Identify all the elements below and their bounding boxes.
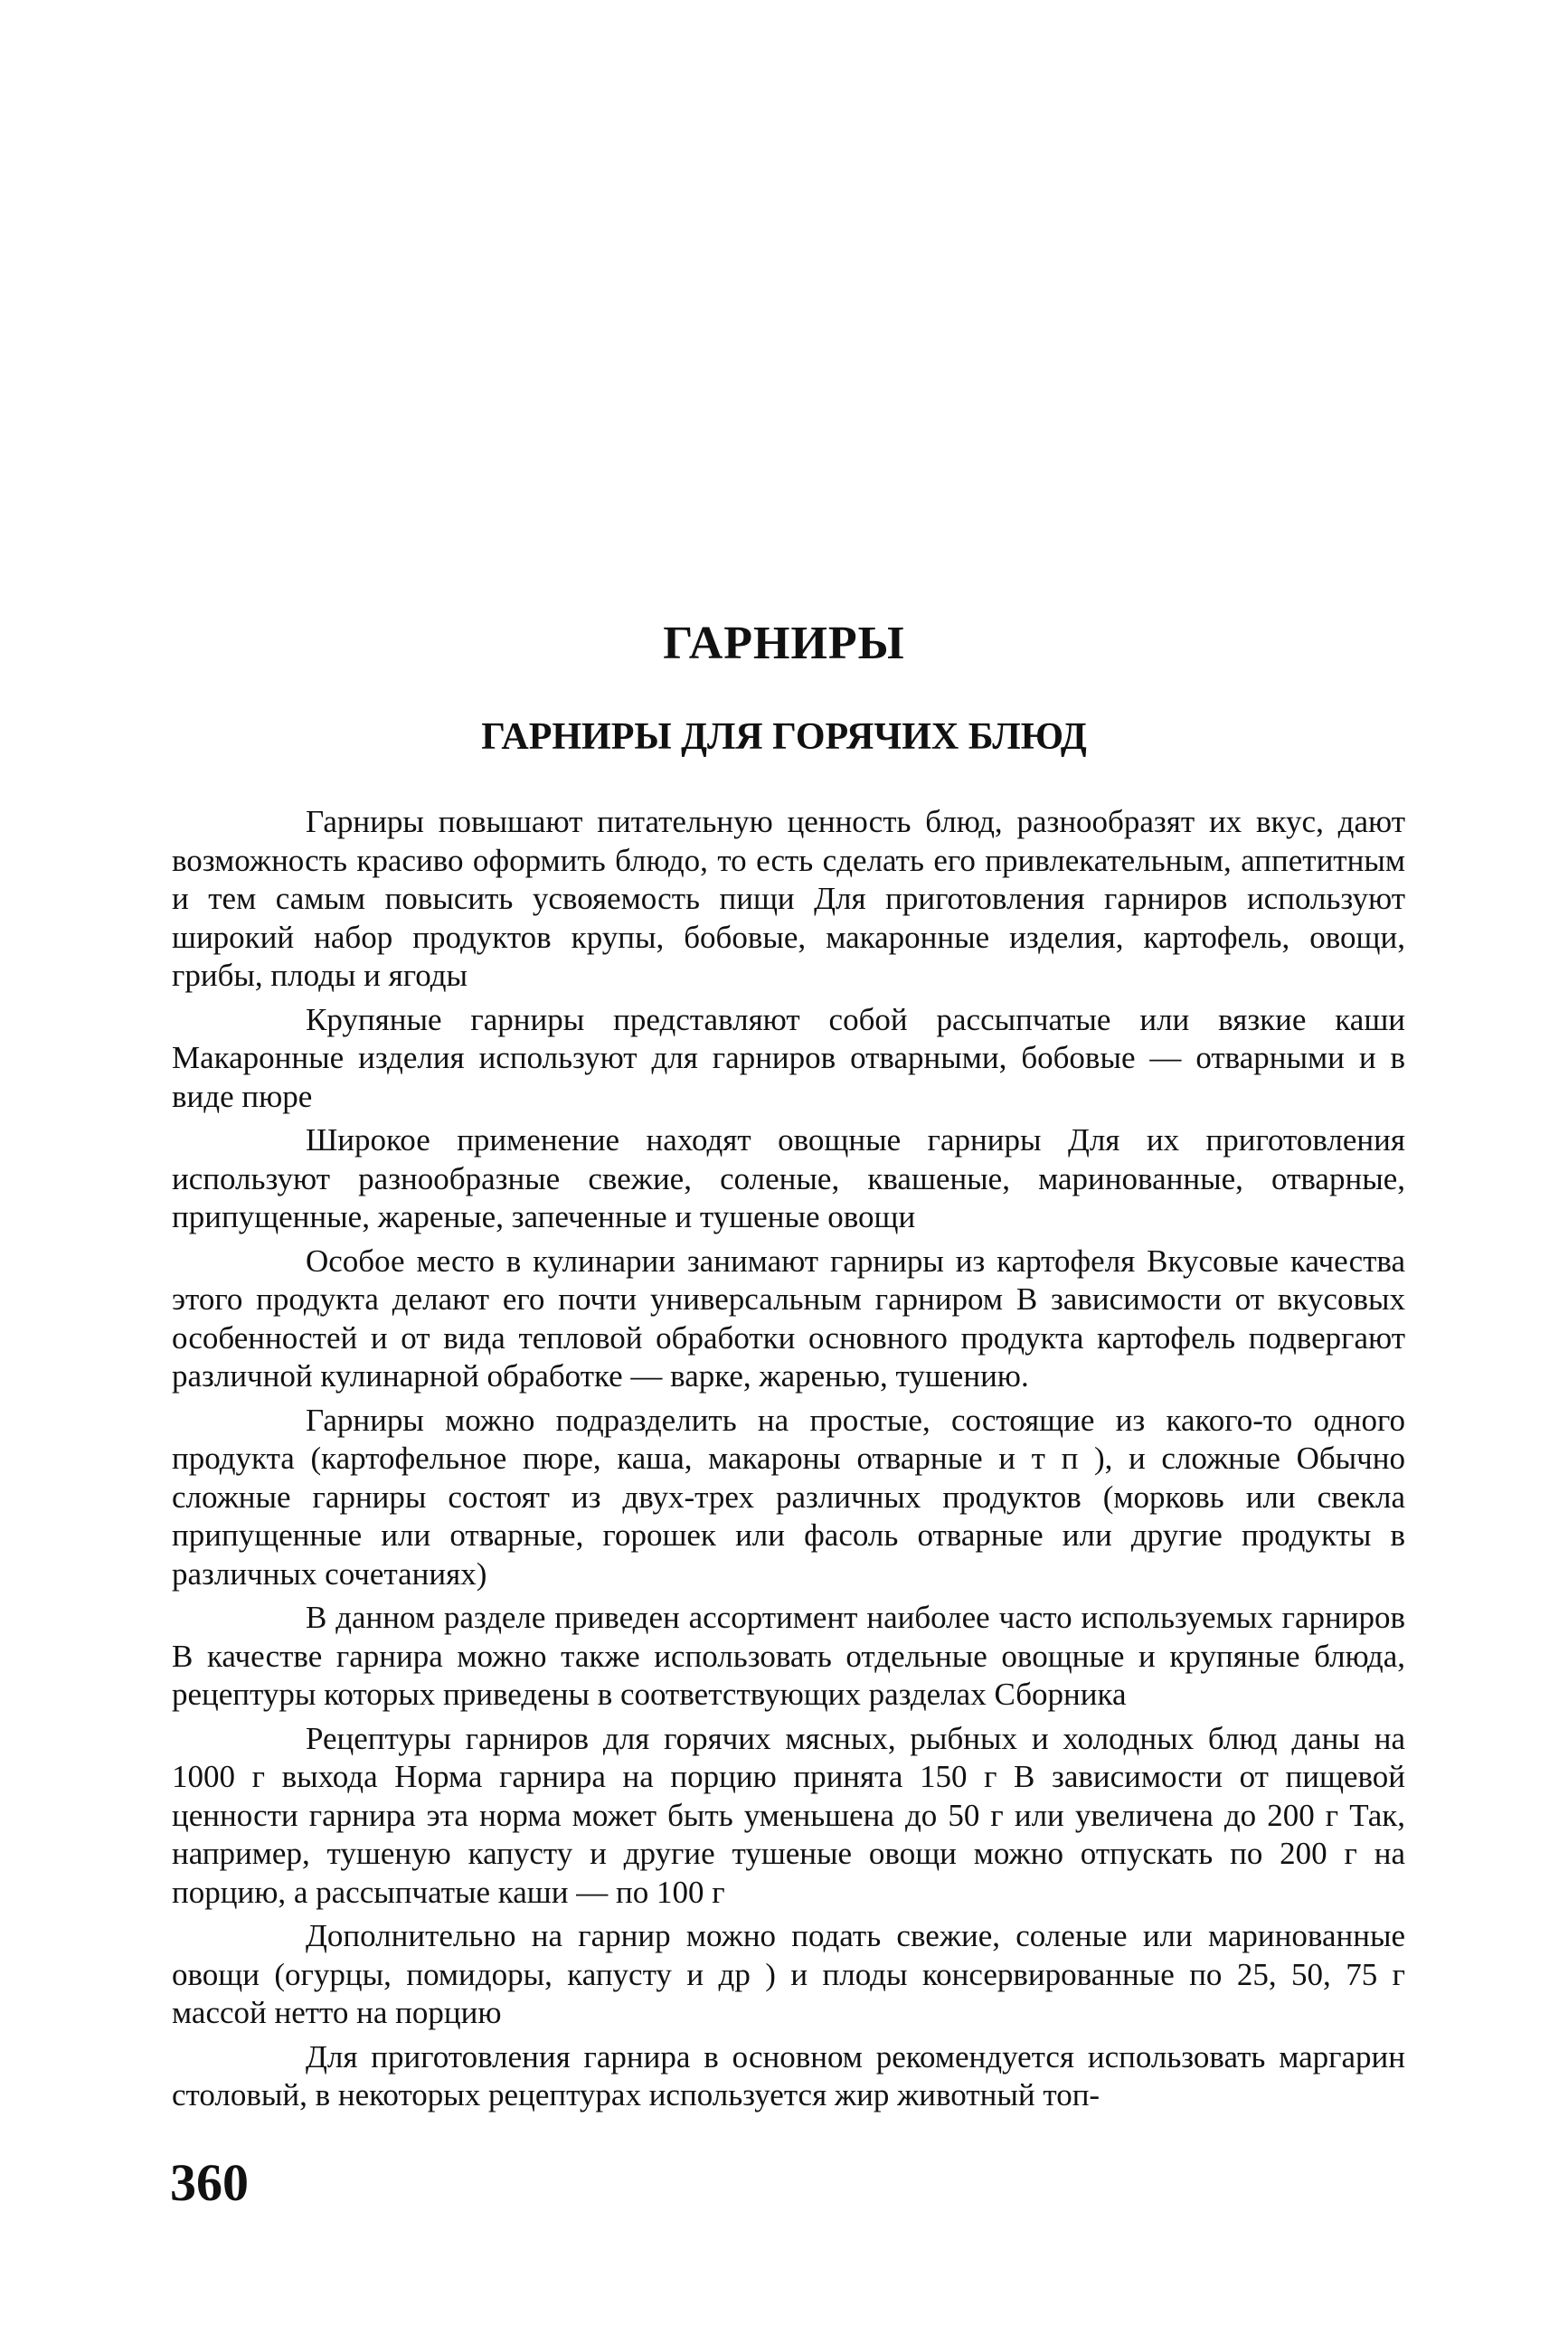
paragraph-5: Гарниры можно подразделить на простые, состоящие из какого-то одного продукта (картофельное пюре, каша, макароны отварные и т п ), и сложные Обычно сложные гарниры состоят из двух-трех различных продуктов (морковь или свекла припущенные или отварные, горошек или фасоль отварные или другие продукты в различных сочетаниях) bbox=[172, 1402, 1405, 1592]
paragraph-3: Широкое применение находят овощные гарниры Для их приготовления используют разнообразные свежие, соленые, квашеные, маринованные, отварные, припущенные, жареные, запеченные и тушеные овощи bbox=[172, 1122, 1405, 1234]
paragraph-6: В данном разделе приведен ассортимент наиболее часто используемых гарниров В качестве гарнира можно также использовать отдельные овощные и крупяные блюда, рецептуры которых приведены в соответствующих разделах Сборника bbox=[172, 1600, 1405, 1712]
paragraph-9: Для приготовления гарнира в основном рекомендуется использовать маргарин столовый, в некоторых рецептурах используется жир животный топ- bbox=[172, 2038, 1405, 2112]
paragraph-2: Крупяные гарниры представляют собой рассыпчатые или вязкие каши Макаронные изделия используют для гарниров отварными, бобовые — отварными и в виде пюре bbox=[172, 1001, 1405, 1114]
paragraph-4: Особое место в кулинарии занимают гарниры из картофеля Вкусовые качества этого продукта делают его почти универсальным гарниром В зависимости от вкусовых особенностей и от вида тепловой обработки основного продукта картофель подвергают различной кулинарной обработке — варке, жаренью, тушению. bbox=[172, 1243, 1405, 1394]
body-text bbox=[172, 803, 1405, 2121]
chapter-title: ГАРНИРЫ bbox=[663, 618, 905, 669]
section-title: ГАРНИРЫ ДЛЯ ГОРЯЧИХ БЛЮД bbox=[481, 716, 1087, 758]
paragraph-7: Рецептуры гарниров для горячих мясных, рыбных и холодных блюд даны на 1000 г выхода Норма гарнира на порцию принята 150 г В зависимости от пищевой ценности гарнира эта норма может быть уменьшена до 50 г или увеличена до 200 г Так, например, тушеную капусту и другие тушеные овощи можно отпускать по 200 г на порцию, а рассыпчатые каши — по 100 г bbox=[172, 1720, 1405, 1910]
paragraph-8: Дополнительно на гарнир можно подать свежие, соленые или маринованные овощи (огурцы, помидоры, капусту и др ) и плоды консервированные по 25, 50, 75 г массой нетто на порцию bbox=[172, 1918, 1405, 2030]
page-number: 360 bbox=[170, 2153, 249, 2212]
paragraph-1: Гарниры повышают питательную ценность блюд, разнообразят их вкус, дают возможность красиво оформить блюдо, то есть сделать его привлекательным, аппетитным и тем самым повысить усвояемость пищи Для приготовления гарниров используют широкий набор продуктов крупы, бобовые, макаронные изделия, картофель, овощи, грибы, плоды и ягоды bbox=[172, 804, 1405, 993]
